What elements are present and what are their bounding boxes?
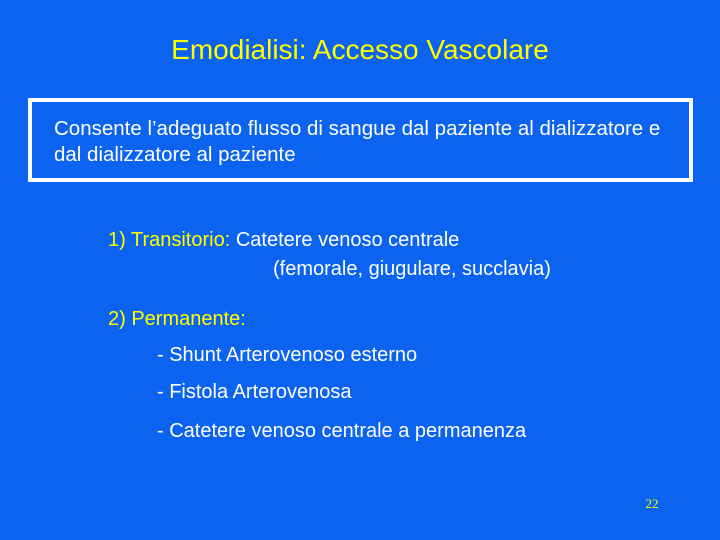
slide-title: Emodialisi: Accesso Vascolare <box>171 34 549 65</box>
item-permanente-label: 2) Permanente: <box>108 308 246 330</box>
definition-box <box>28 98 693 182</box>
subitem-catetere: - Catetere venoso centrale a permanenza <box>157 420 527 442</box>
page-number: 22 <box>645 496 659 511</box>
definition-text: Consente l’adeguato flusso di sangue dal paziente al dializzatore e dal dializzatore al paziente <box>54 117 661 166</box>
subitem-shunt: - Shunt Arterovenoso esterno <box>157 344 418 366</box>
subitem-fistola: - Fistola Arterovenosa <box>157 381 352 403</box>
item-transitorio-text: Catetere venoso centrale <box>235 229 460 251</box>
item-transitorio-label: 1) Transitorio: <box>108 229 231 251</box>
item-transitorio <box>108 228 459 252</box>
item-transitorio-continuation: (femorale, giugulare, succlavia) <box>273 258 551 280</box>
